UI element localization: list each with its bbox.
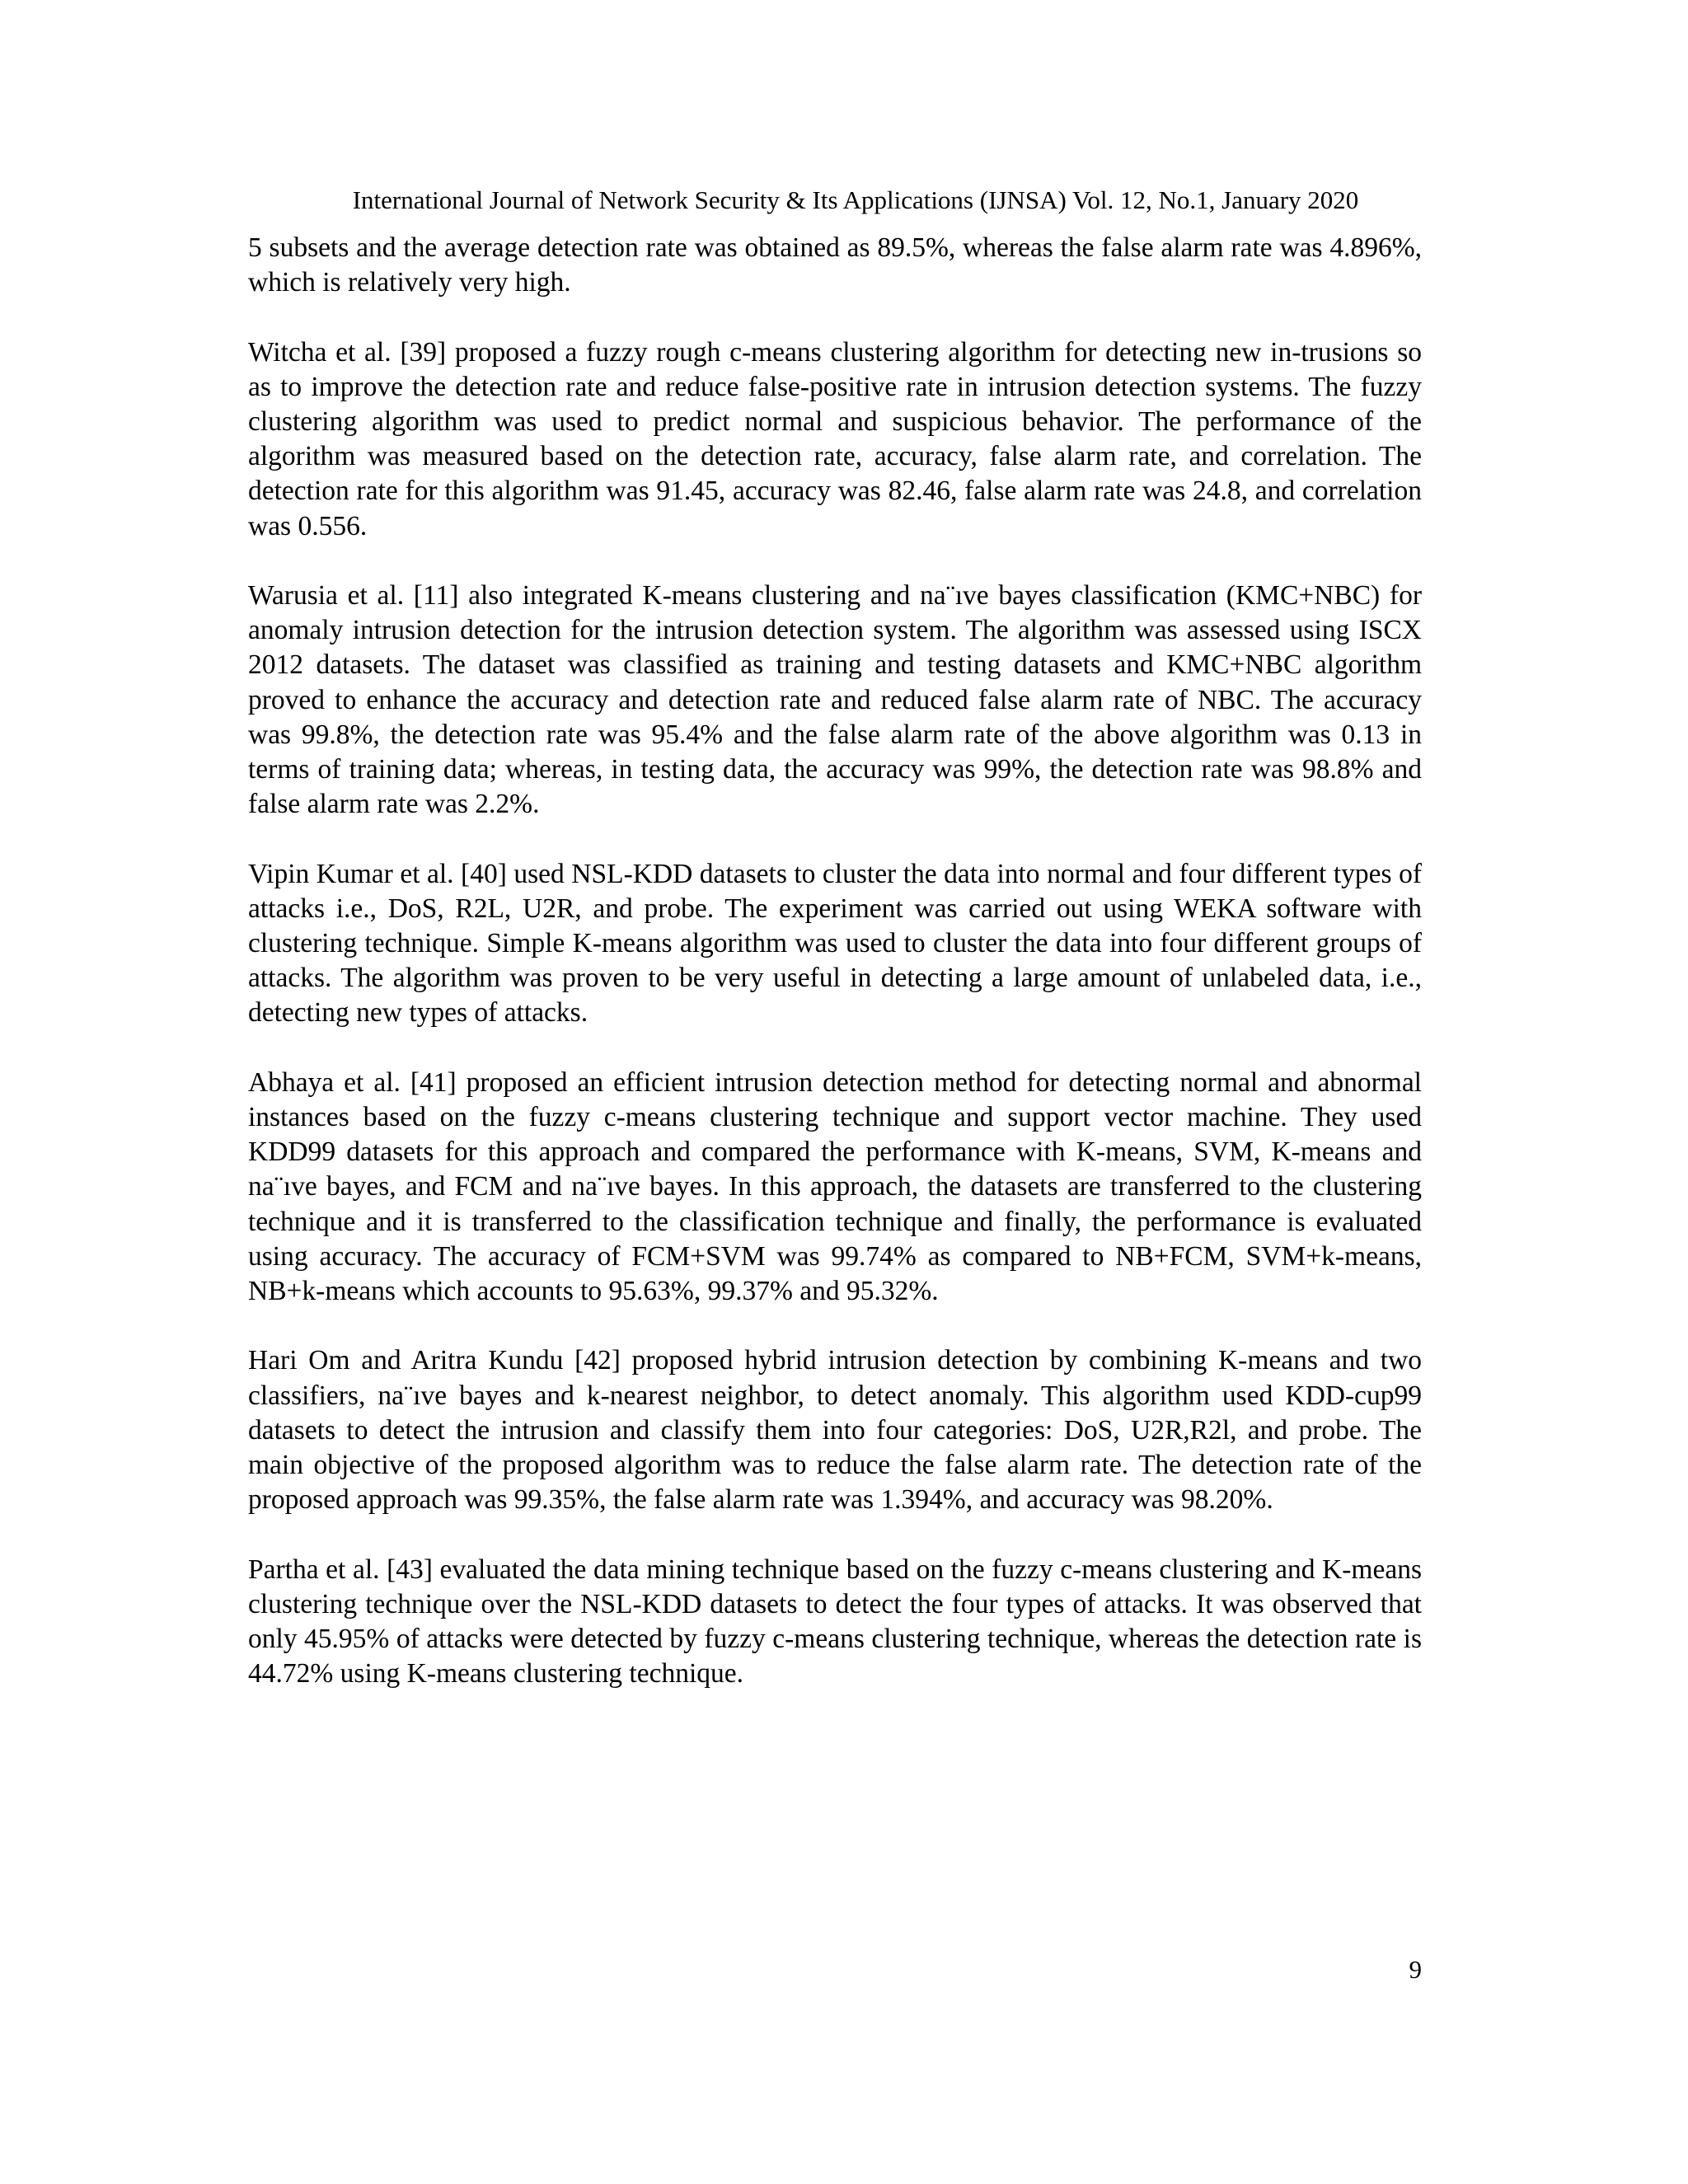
- paragraph-partha: Partha et al. [43] evaluated the data mining technique based on the fuzzy c-means clustering and K-means clustering technique over the NSL-KDD datasets to detect the four types of attacks. It was observed that only 45.95% of attacks were detected by fuzzy c-means clustering technique, whereas the detection rate is 44.72% using K-means clustering technique.: [248, 1554, 1422, 1690]
- paragraph-witcha: Witcha et al. [39] proposed a fuzzy rough c-means clustering algorithm for detecting new in-trusions so as to improve the detection rate and reduce false-positive rate in intrusion detection systems. The fuzzy clustering algorithm was used to predict normal and suspicious behavior. The performance of the algorithm was measured based on the detection rate, accuracy, false alarm rate, and correlation. The detection rate for this algorithm was 91.45, accuracy was 82.46, false alarm rate was 24.8, and correlation was 0.556.: [248, 336, 1422, 541]
- paragraph-continuation: 5 subsets and the average detection rate was obtained as 89.5%, whereas the false alarm rate was 4.896%, which is relatively very high.: [248, 232, 1422, 298]
- body-text: [248, 231, 1422, 1727]
- running-head: International Journal of Network Security & Its Applications (IJNSA) Vol. 12, No.1, January 2020: [352, 185, 1359, 214]
- paragraph-vipin-kumar: Vipin Kumar et al. [40] used NSL-KDD datasets to cluster the data into normal and four different types of attacks i.e., DoS, R2L, U2R, and probe. The experiment was carried out using WEKA software with clustering technique. Simple K-means algorithm was used to cluster the data into four different groups of attacks. The algorithm was proven to be very useful in detecting a large amount of unlabeled data, i.e., detecting new types of attacks.: [248, 858, 1422, 1029]
- paragraph-warusia: Warusia et al. [11] also integrated K-means clustering and na¨ıve bayes classification (KMC+NBC) for anomaly intrusion detection for the intrusion detection system. The algorithm was assessed using ISCX 2012 datasets. The dataset was classified as training and testing datasets and KMC+NBC algorithm proved to enhance the accuracy and detection rate and reduced false alarm rate of NBC. The accuracy was 99.8%, the detection rate was 95.4% and the false alarm rate of the above algorithm was 0.13 in terms of training data; whereas, in testing data, the accuracy was 99%, the detection rate was 98.8% and false alarm rate was 2.2%.: [248, 580, 1422, 820]
- paragraph-hari-om: Hari Om and Aritra Kundu [42] proposed hybrid intrusion detection by combining K-means and two classifiers, na¨ıve bayes and k-nearest neighbor, to detect anomaly. This algorithm used KDD-cup99 datasets to detect the intrusion and classify them into four categories: DoS, U2R,R2l, and probe. The main objective of the proposed algorithm was to reduce the false alarm rate. The detection rate of the proposed approach was 99.35%, the false alarm rate was 1.394%, and accuracy was 98.20%.: [248, 1345, 1422, 1516]
- paragraph-abhaya: Abhaya et al. [41] proposed an efficient intrusion detection method for detecting normal and abnormal instances based on the fuzzy c-means clustering technique and support vector machine. They used KDD99 datasets for this approach and compared the performance with K-means, SVM, K-means and na¨ıve bayes, and FCM and na¨ıve bayes. In this approach, the datasets are transferred to the clustering technique and it is transferred to the classification technique and finally, the performance is evaluated using accuracy. The accuracy of FCM+SVM was 99.74% as compared to NB+FCM, SVM+k-means, NB+k-means which accounts to 95.63%, 99.37% and 95.32%.: [248, 1066, 1422, 1307]
- page-number: 9: [1409, 1955, 1422, 1984]
